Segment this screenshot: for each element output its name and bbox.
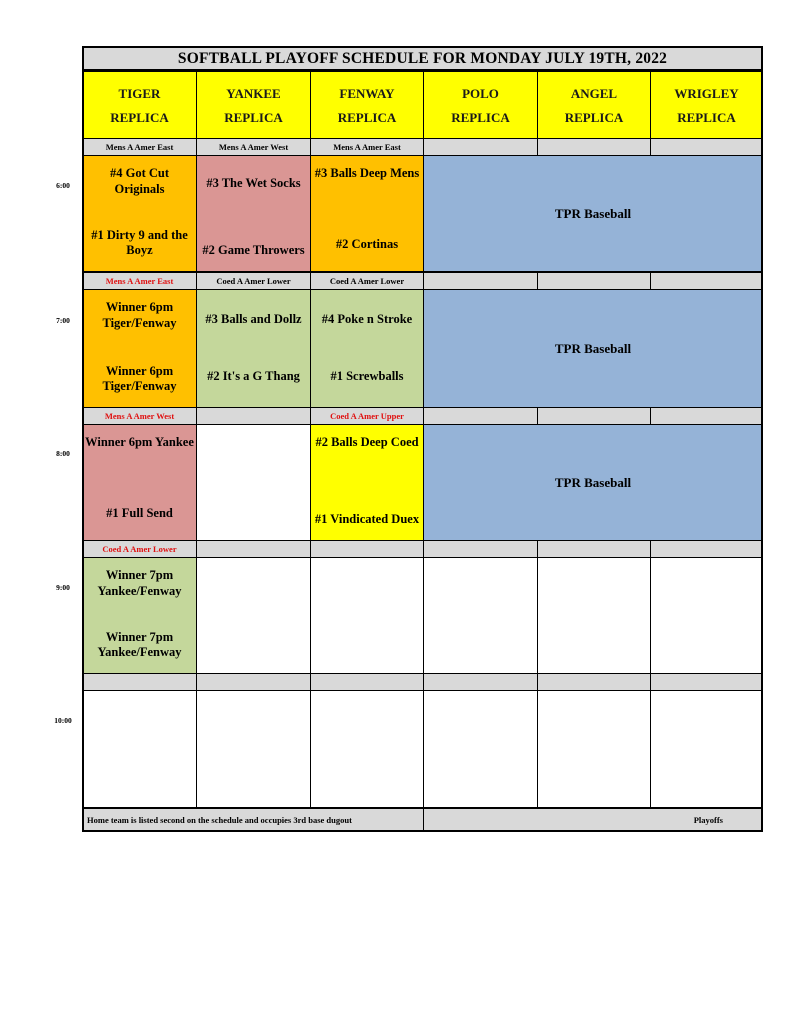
empty-cell xyxy=(537,557,651,674)
empty-cell xyxy=(310,557,424,674)
division-label: Coed A Amer Lower xyxy=(82,540,197,558)
home-team: Winner 6pm Tiger/Fenway xyxy=(102,363,177,394)
home-team: #2 Cortinas xyxy=(335,237,399,252)
game-cell xyxy=(82,557,197,674)
game-cell xyxy=(196,289,311,408)
field-sub: REPLICA xyxy=(224,109,283,125)
field-sub: REPLICA xyxy=(677,109,736,125)
division-label: Coed A Amer Lower xyxy=(196,272,311,290)
footer-note: Home team is listed second on the schedule and occupies 3rd base dugout xyxy=(82,807,424,832)
field-name: YANKEE xyxy=(226,85,281,101)
division-label: Coed A Amer Upper xyxy=(310,407,424,425)
division-label: Mens A Amer East xyxy=(82,138,197,156)
division-label-empty xyxy=(196,673,311,691)
home-team: #2 Game Throwers xyxy=(202,243,305,258)
away-team: #4 Got Cut Originals xyxy=(109,166,170,196)
empty-cell xyxy=(537,690,651,808)
game-cell xyxy=(196,155,311,272)
empty-cell xyxy=(310,690,424,808)
away-team: #3 Balls and Dollz xyxy=(205,312,302,326)
division-label-empty xyxy=(650,540,763,558)
division-label-empty xyxy=(650,272,763,290)
field-header-yankee xyxy=(196,71,311,139)
empty-cell xyxy=(650,557,763,674)
time-label: 8:00 xyxy=(56,449,70,458)
division-label: Mens A Amer West xyxy=(82,407,197,425)
time-label: 10:00 xyxy=(54,716,72,725)
away-team: Winner 6pm Tiger/Fenway xyxy=(102,300,177,330)
field-header-angel xyxy=(537,71,651,139)
division-label-empty xyxy=(310,673,424,691)
game-cell xyxy=(82,424,197,541)
division-label-empty xyxy=(196,407,311,425)
empty-cell xyxy=(196,557,311,674)
field-sub: REPLICA xyxy=(337,109,397,125)
home-team: #1 Full Send xyxy=(106,506,173,521)
empty-cell xyxy=(423,690,538,808)
field-name: POLO xyxy=(462,85,499,101)
division-label: Mens A Amer East xyxy=(310,138,424,156)
division-label: Mens A Amer West xyxy=(196,138,311,156)
division-label-empty xyxy=(423,138,538,156)
division-label-empty xyxy=(423,407,538,425)
time-label: 6:00 xyxy=(56,181,70,190)
division-label-empty xyxy=(423,540,538,558)
home-team: #1 Screwballs xyxy=(330,369,404,384)
empty-cell xyxy=(82,690,197,808)
field-sub: REPLICA xyxy=(564,109,624,125)
division-label: Coed A Amer Lower xyxy=(310,272,424,290)
division-label-empty xyxy=(537,272,651,290)
time-label: 9:00 xyxy=(56,583,70,592)
field-header-wrigley xyxy=(650,71,763,139)
empty-cell xyxy=(196,690,311,808)
away-team: #3 Balls Deep Mens xyxy=(314,166,420,180)
empty-cell xyxy=(196,424,311,541)
field-name: ANGEL xyxy=(570,85,618,101)
field-name: TIGER xyxy=(118,85,161,101)
baseball-block: TPR Baseball xyxy=(423,424,763,541)
division-label: Mens A Amer East xyxy=(82,272,197,290)
page-title: SOFTBALL PLAYOFF SCHEDULE FOR MONDAY JULY 19TH, 2022 xyxy=(82,46,763,71)
field-header-tiger xyxy=(82,71,197,139)
division-label-empty xyxy=(310,540,424,558)
division-label-empty xyxy=(650,138,763,156)
field-sub: REPLICA xyxy=(451,109,510,125)
division-label-empty xyxy=(537,407,651,425)
field-header-polo xyxy=(423,71,538,139)
away-team: Winner 6pm Yankee xyxy=(85,435,194,449)
division-label-empty xyxy=(82,673,197,691)
field-name: FENWAY xyxy=(339,85,395,101)
baseball-block: TPR Baseball xyxy=(423,155,763,272)
home-team: #1 Dirty 9 and the Boyz xyxy=(91,227,188,258)
empty-cell xyxy=(423,557,538,674)
game-cell xyxy=(310,424,424,541)
empty-cell xyxy=(650,690,763,808)
away-team: #3 The Wet Socks xyxy=(206,176,301,190)
field-sub: REPLICA xyxy=(110,109,169,125)
game-cell xyxy=(310,289,424,408)
home-team: #1 Vindicated Duex xyxy=(314,512,420,527)
division-label-empty xyxy=(423,272,538,290)
away-team: Winner 7pm Yankee/Fenway xyxy=(97,568,182,598)
away-team: #4 Poke n Stroke xyxy=(321,312,413,326)
away-team: #2 Balls Deep Coed xyxy=(315,435,419,449)
field-name: WRIGLEY xyxy=(674,85,739,101)
footer-tag: Playoffs xyxy=(693,814,723,825)
game-cell xyxy=(310,155,424,272)
footer-tag-cell xyxy=(423,807,763,832)
division-label-empty xyxy=(537,138,651,156)
time-label: 7:00 xyxy=(56,316,70,325)
game-cell xyxy=(82,155,197,272)
division-label-empty xyxy=(650,407,763,425)
baseball-block: TPR Baseball xyxy=(423,289,763,408)
division-label-empty xyxy=(650,673,763,691)
division-label-empty xyxy=(196,540,311,558)
division-label-empty xyxy=(537,540,651,558)
home-team: Winner 7pm Yankee/Fenway xyxy=(97,629,182,660)
game-cell xyxy=(82,289,197,408)
division-label-empty xyxy=(423,673,538,691)
field-header-fenway xyxy=(310,71,424,139)
home-team: #2 It's a G Thang xyxy=(207,369,300,384)
division-label-empty xyxy=(537,673,651,691)
